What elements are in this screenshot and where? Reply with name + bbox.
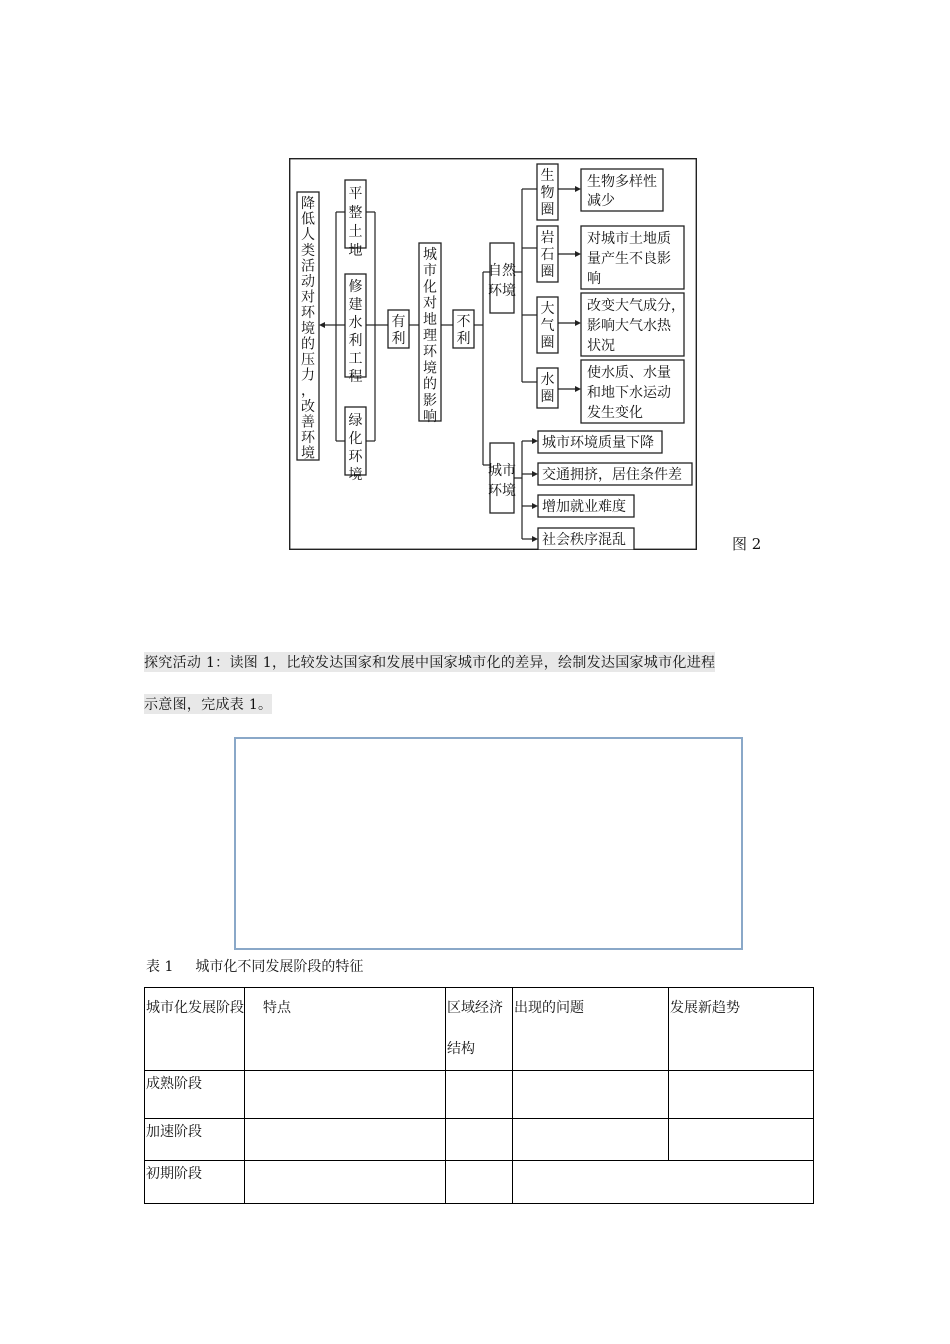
cell-empty[interactable] xyxy=(446,1071,513,1119)
measure-greening: 绿化环境 xyxy=(348,413,363,483)
header-new-trends: 发展新趋势 xyxy=(669,988,814,1071)
effect-atmosphere: 改变大气成分，影响大气水热状况 xyxy=(587,298,685,354)
cell-empty[interactable] xyxy=(669,1119,814,1161)
measure-level-land: 平整土地 xyxy=(348,186,363,259)
table-row xyxy=(145,1071,814,1119)
sphere-hydrosphere: 水圈 xyxy=(540,372,555,405)
urban-effect-order: 社会秩序混乱 xyxy=(542,532,626,548)
cell-empty[interactable] xyxy=(245,1161,446,1204)
activity-text-line1: 探究活动 1：读图 1，比较发达国家和发展中国家城市化的差异，绘制发达国家城市化进程 xyxy=(144,652,715,672)
cell-empty[interactable] xyxy=(446,1161,513,1204)
goal-text: 降低人类活动对环境的压力，改善环境 xyxy=(301,196,315,462)
row-label-mature: 成熟阶段 xyxy=(145,1071,245,1119)
cell-empty[interactable] xyxy=(446,1119,513,1161)
drawing-area[interactable] xyxy=(234,737,743,950)
sphere-lithosphere: 岩石圈 xyxy=(540,230,555,280)
urban-effect-quality: 城市环境质量下降 xyxy=(542,435,654,451)
urban-environment: 城市环境 xyxy=(488,463,516,499)
sphere-biosphere: 生物圈 xyxy=(540,168,555,218)
urbanization-impact-diagram xyxy=(289,158,697,550)
effect-lithosphere: 对城市土地质量产生不良影响 xyxy=(587,231,671,287)
sphere-atmosphere: 大气圈 xyxy=(540,301,555,351)
row-label-initial: 初期阶段 xyxy=(145,1161,245,1204)
effect-biosphere: 生物多样性减少 xyxy=(587,174,657,209)
table-caption-number: 表 1 xyxy=(146,959,174,975)
activity-text-line2: 示意图，完成表 1。 xyxy=(144,694,272,714)
header-economic-structure: 区域经济结构 xyxy=(446,988,513,1071)
header-features: 特点 xyxy=(245,988,446,1071)
table-caption xyxy=(146,956,363,976)
table-header-row xyxy=(145,988,814,1071)
row-label-accelerating: 加速阶段 xyxy=(145,1119,245,1161)
cell-empty[interactable] xyxy=(245,1119,446,1161)
center-topic: 城市化对地理环境的影响 xyxy=(423,247,437,425)
cell-empty[interactable] xyxy=(245,1071,446,1119)
natural-environment: 自然环境 xyxy=(488,263,516,299)
table-row xyxy=(145,1119,814,1161)
table-caption-title: 城市化不同发展阶段的特征 xyxy=(195,959,364,975)
urban-effect-employment: 增加就业难度 xyxy=(542,499,626,515)
cell-empty[interactable] xyxy=(513,1071,669,1119)
header-problems: 出现的问题 xyxy=(513,988,669,1071)
figure-label: 图 2 xyxy=(732,535,762,553)
stage-features-table xyxy=(144,987,814,1204)
unfavorable-label: 不利 xyxy=(456,314,471,347)
cell-empty[interactable] xyxy=(513,1119,669,1161)
header-stage: 城市化发展阶段 xyxy=(145,988,245,1071)
cell-empty-merged[interactable] xyxy=(513,1161,814,1204)
cell-empty[interactable] xyxy=(669,1071,814,1119)
table-row xyxy=(145,1161,814,1204)
measure-water-works: 修建水利工程 xyxy=(348,279,363,385)
effect-hydrosphere: 使水质、水量和地下水运动发生变化 xyxy=(587,365,671,421)
urban-effect-traffic: 交通拥挤，居住条件差 xyxy=(542,467,682,483)
favorable-label: 有利 xyxy=(391,314,406,347)
